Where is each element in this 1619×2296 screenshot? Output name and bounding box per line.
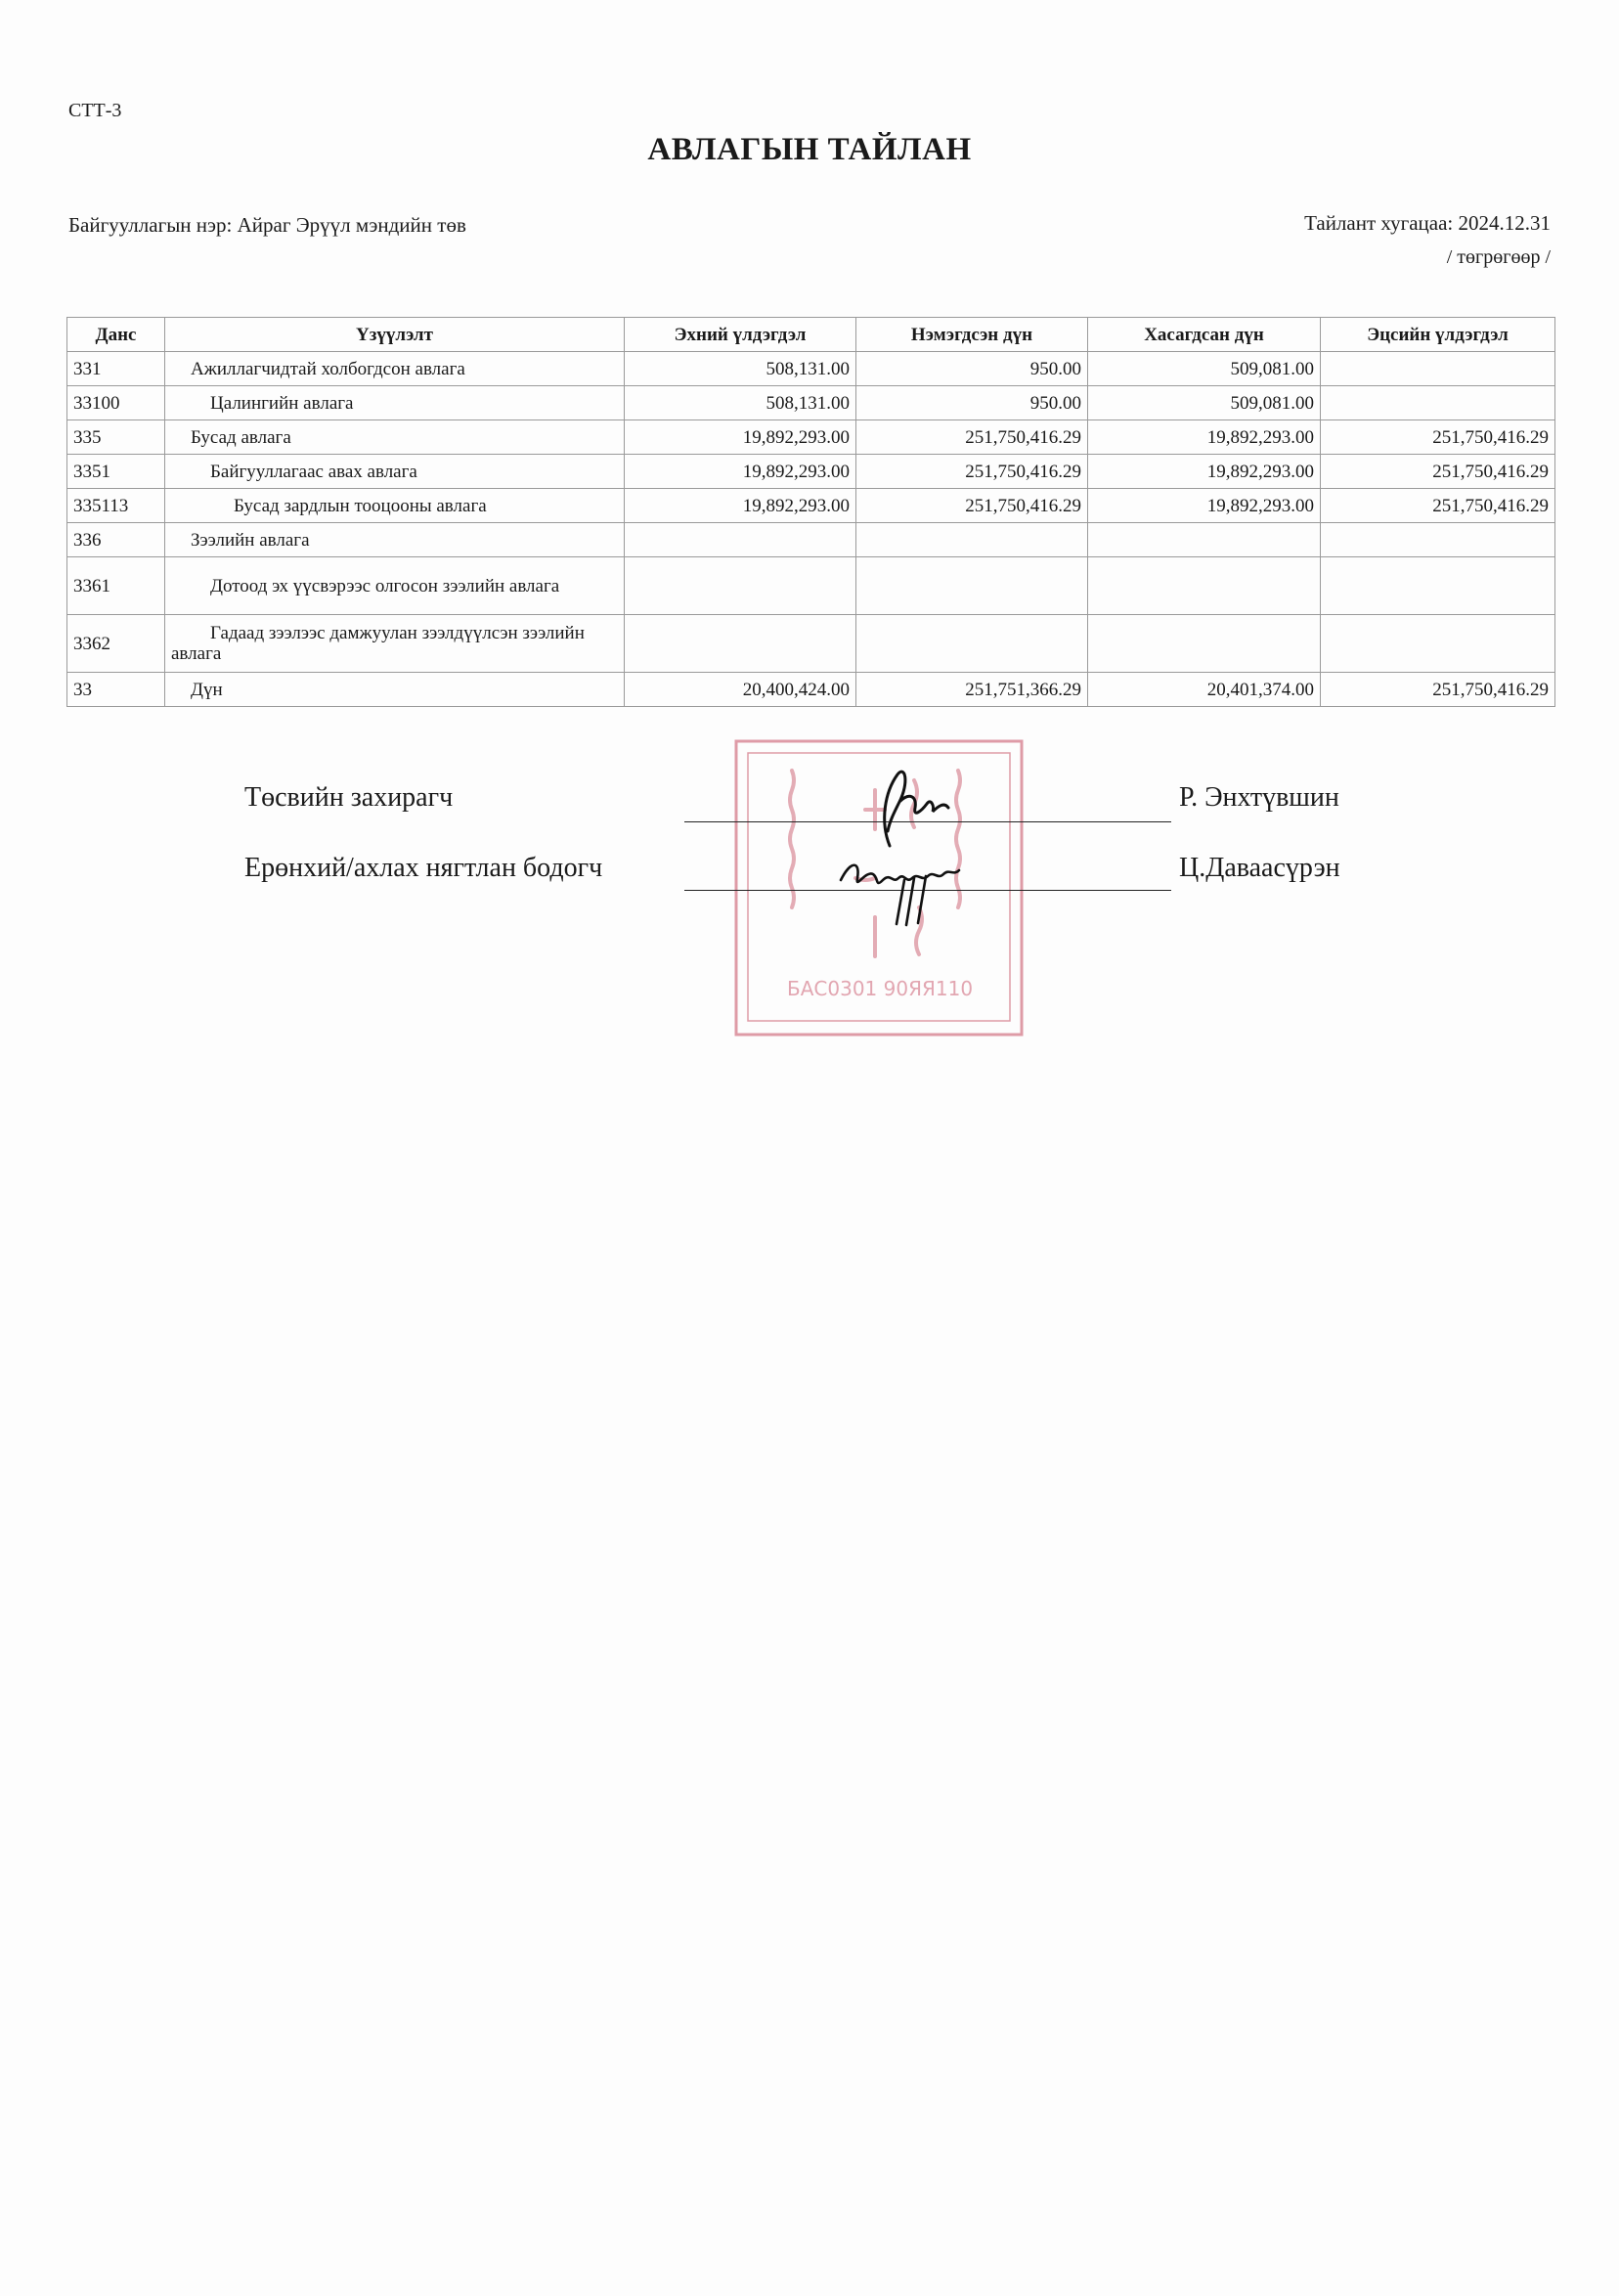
account-cell: 3361 [67,557,165,615]
account-cell: 335113 [67,489,165,523]
accountant-title: Ерөнхий/ахлах нягтлан бодогч [244,853,603,883]
closing-cell: 251,750,416.29 [1321,673,1555,707]
table-row [67,557,1555,615]
table-row [67,420,1555,455]
manager-name: Р. Энхтүвшин [1179,782,1339,813]
table-row [67,489,1555,523]
added-cell [856,523,1088,557]
indicator-cell: Цалингийн авлага [165,386,625,420]
organization-name: Байгууллагын нэр: Айраг Эрүүл мэндийн төв [68,213,466,237]
col-header-closing: Эцсийн үлдэгдэл [1321,318,1555,352]
added-cell: 251,750,416.29 [856,420,1088,455]
indicator-cell: Зээлийн авлага [165,523,625,557]
account-cell: 3362 [67,615,165,673]
deducted-cell: 19,892,293.00 [1088,455,1321,489]
table-total-row [67,673,1555,707]
col-header-opening: Эхний үлдэгдэл [625,318,856,352]
report-period: Тайлант хугацаа: 2024.12.31 [1304,211,1551,235]
table-row [67,615,1555,673]
deducted-cell [1088,615,1321,673]
account-cell: 336 [67,523,165,557]
col-header-deducted: Хасагдсан дүн [1088,318,1321,352]
deducted-cell [1088,523,1321,557]
closing-cell [1321,615,1555,673]
indicator-cell: Ажиллагчидтай холбогдсон авлага [165,352,625,386]
added-cell: 950.00 [856,352,1088,386]
closing-cell: 251,750,416.29 [1321,489,1555,523]
opening-cell [625,557,856,615]
receivables-table [66,317,1555,707]
deducted-cell [1088,557,1321,615]
indicator-cell: Дотоод эх үүсвэрээс олгосон зээлийн авлага [165,557,625,615]
closing-cell [1321,386,1555,420]
account-cell: 335 [67,420,165,455]
accountant-signature-row [0,853,1619,892]
report-title: АВЛАГЫН ТАЙЛАН [647,132,972,167]
closing-cell [1321,557,1555,615]
indicator-cell: Байгууллагаас авах авлага [165,455,625,489]
deducted-cell: 20,401,374.00 [1088,673,1321,707]
account-cell: 33 [67,673,165,707]
closing-cell: 251,750,416.29 [1321,420,1555,455]
form-code: СТТ-3 [68,100,122,121]
table-row [67,386,1555,420]
table-row [67,352,1555,386]
added-cell: 251,750,416.29 [856,455,1088,489]
opening-cell: 19,892,293.00 [625,420,856,455]
opening-cell: 508,131.00 [625,386,856,420]
manager-signature-row [0,782,1619,821]
account-cell: 3351 [67,455,165,489]
deducted-cell: 509,081.00 [1088,352,1321,386]
manager-title: Төсвийн захирагч [244,782,454,813]
opening-cell: 19,892,293.00 [625,489,856,523]
indicator-cell: Бусад авлага [165,420,625,455]
added-cell [856,557,1088,615]
closing-cell [1321,523,1555,557]
added-cell: 251,750,416.29 [856,489,1088,523]
col-header-added: Нэмэгдсэн дүн [856,318,1088,352]
col-header-indicator: Үзүүлэлт [165,318,625,352]
opening-cell: 508,131.00 [625,352,856,386]
closing-cell: 251,750,416.29 [1321,455,1555,489]
accountant-name: Ц.Даваасүрэн [1179,853,1340,883]
table-row [67,523,1555,557]
indicator-cell: Дүн [165,673,625,707]
col-header-account: Данс [67,318,165,352]
currency-unit: / төгрөгөөр / [1446,246,1551,268]
account-cell: 331 [67,352,165,386]
indicator-cell: Гадаад зээлээс дамжуулан зээлдүүлсэн зээлийн авлага [165,615,625,673]
added-cell: 251,751,366.29 [856,673,1088,707]
table-header-row [67,318,1555,352]
stamp-bottom-text: БАС0301 90ЯЯ110 [787,977,974,1000]
added-cell [856,615,1088,673]
opening-cell [625,523,856,557]
opening-cell: 19,892,293.00 [625,455,856,489]
deducted-cell: 19,892,293.00 [1088,420,1321,455]
deducted-cell: 509,081.00 [1088,386,1321,420]
account-cell: 33100 [67,386,165,420]
accountant-signature-icon [836,841,968,929]
closing-cell [1321,352,1555,386]
table-row [67,455,1555,489]
deducted-cell: 19,892,293.00 [1088,489,1321,523]
manager-signature-icon [860,763,968,851]
opening-cell [625,615,856,673]
indicator-cell: Бусад зардлын тооцооны авлага [165,489,625,523]
added-cell: 950.00 [856,386,1088,420]
opening-cell: 20,400,424.00 [625,673,856,707]
